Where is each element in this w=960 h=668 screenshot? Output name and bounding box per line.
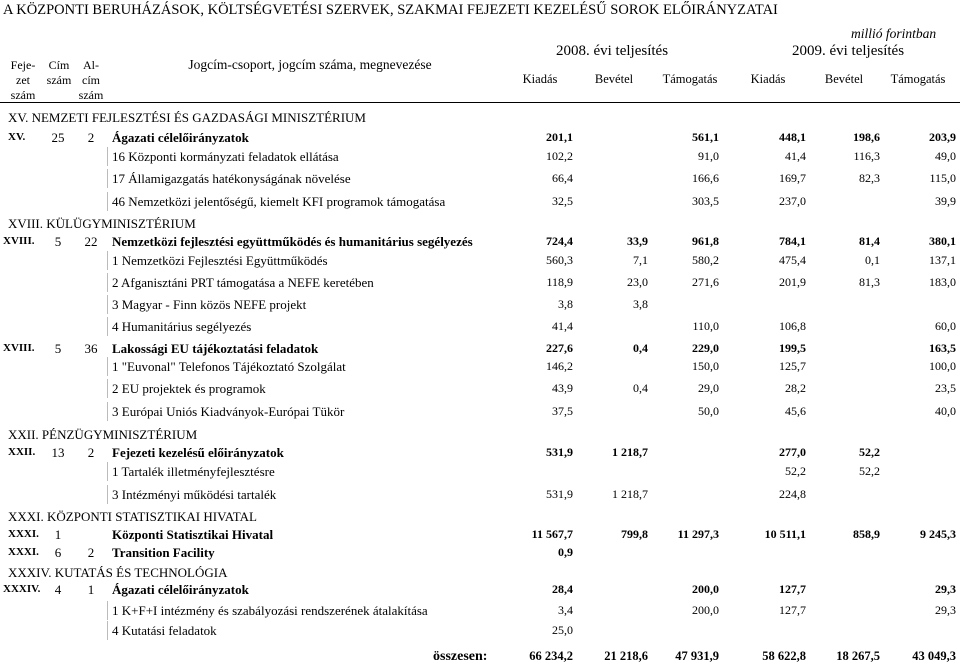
fejezet-number: XXXI.	[8, 546, 39, 558]
alcim-number: 2	[87, 545, 95, 560]
value-cell: 200,0	[692, 603, 719, 617]
cim-number: 5	[54, 341, 62, 356]
alcim-number: 36	[84, 341, 98, 356]
value-cell: 146,2	[546, 359, 573, 373]
fejezet-number: XV.	[8, 131, 26, 143]
alcim-number: 1	[87, 582, 95, 597]
value-cell: 1 218,7	[612, 487, 648, 501]
value-cell: 52,2	[785, 464, 806, 478]
item-name: 4 Kutatási feladatok	[112, 623, 217, 638]
row-divider	[107, 169, 108, 188]
value-cell: 41,4	[785, 149, 806, 163]
item-name: 1 Nemzetközi Fejlesztési Együttműködés	[112, 253, 328, 268]
value-cell: 125,7	[779, 359, 806, 373]
alcim-number: 2	[87, 445, 95, 460]
header-subcolumn-label: Bevétel	[594, 72, 634, 86]
row-divider	[107, 317, 108, 336]
item-name: 3 Intézményi működési tartalék	[112, 487, 277, 502]
header-alcim: Al- cím szám	[78, 58, 104, 102]
value-cell: 1 218,7	[612, 445, 648, 459]
value-cell: 81,4	[859, 234, 880, 248]
header-subcolumn-label: Bevétel	[824, 72, 864, 86]
item-name: 3 Magyar - Finn közös NEFE projekt	[112, 297, 307, 312]
row-divider	[107, 295, 108, 314]
header-year-2009: 2009. évi teljesítés	[791, 43, 905, 59]
row-divider	[107, 621, 108, 640]
group-name: Központi Statisztikai Hivatal	[112, 527, 274, 542]
value-cell: 23,5	[935, 381, 956, 395]
value-cell: 3,8	[633, 297, 648, 311]
row-divider	[107, 601, 108, 620]
value-cell: 7,1	[633, 253, 648, 267]
row-divider	[107, 147, 108, 166]
total-label: összesen:	[433, 649, 488, 664]
value-cell: 60,0	[935, 319, 956, 333]
value-cell: 33,9	[627, 234, 648, 248]
alcim-number: 22	[84, 234, 98, 249]
cim-number: 5	[54, 234, 62, 249]
header-subcolumn-label: Kiadás	[750, 72, 786, 86]
header-fejezet: Feje- zet szám	[10, 58, 36, 102]
row-divider	[107, 192, 108, 211]
group-name: Fejezeti kezelésű előirányzatok	[112, 445, 284, 460]
value-cell: 52,2	[859, 464, 880, 478]
value-cell: 39,9	[935, 194, 956, 208]
value-cell: 45,6	[785, 404, 806, 418]
value-cell: 50,0	[698, 404, 719, 418]
row-divider	[107, 485, 108, 504]
item-name: 1 "Euvonal" Telefonos Tájékoztató Szolgálat	[112, 359, 346, 374]
value-cell: 66,4	[552, 171, 573, 185]
cim-number: 6	[54, 545, 62, 560]
unit-label: millió forintban	[851, 26, 937, 41]
value-cell: 41,4	[552, 319, 573, 333]
value-cell: 198,6	[853, 130, 880, 144]
value-cell: 102,2	[546, 149, 573, 163]
item-name: 2 Afganisztáni PRT támogatása a NEFE keretében	[112, 275, 374, 290]
fejezet-number: XVIII.	[3, 235, 35, 247]
value-cell: 11 297,3	[677, 527, 719, 541]
item-name: 1 K+F+I intézmény és szabályozási rendszerének átalakítása	[112, 603, 428, 618]
value-cell: 380,1	[929, 234, 956, 248]
value-cell: 28,4	[552, 582, 573, 596]
value-cell: 29,3	[935, 582, 956, 596]
value-cell: 10 511,1	[764, 527, 806, 541]
total-value: 21 218,6	[604, 649, 648, 663]
value-cell: 11 567,7	[531, 527, 573, 541]
value-cell: 32,5	[552, 194, 573, 208]
value-cell: 25,0	[552, 623, 573, 637]
value-cell: 237,0	[779, 194, 806, 208]
alcim-number: 2	[87, 130, 95, 145]
value-cell: 49,0	[935, 149, 956, 163]
value-cell: 137,1	[929, 253, 956, 267]
value-cell: 229,0	[692, 341, 719, 355]
value-cell: 127,7	[779, 582, 806, 596]
value-cell: 201,9	[779, 275, 806, 289]
row-divider	[107, 462, 108, 481]
value-cell: 169,7	[779, 171, 806, 185]
ministry-heading: XXXI. KÖZPONTI STATISZTIKAI HIVATAL	[8, 509, 257, 524]
item-name: 3 Európai Uniós Kiadványok-Európai Tükör	[112, 404, 345, 419]
value-cell: 81,3	[859, 275, 880, 289]
value-cell: 110,0	[692, 319, 719, 333]
value-cell: 23,0	[627, 275, 648, 289]
ministry-heading: XXXIV. KUTATÁS ÉS TECHNOLÓGIA	[8, 565, 228, 580]
value-cell: 475,4	[779, 253, 806, 267]
value-cell: 303,5	[692, 194, 719, 208]
value-cell: 561,1	[692, 130, 719, 144]
header-cim: Cím szám	[46, 58, 72, 87]
value-cell: 106,8	[779, 319, 806, 333]
value-cell: 271,6	[692, 275, 719, 289]
total-value: 43 049,3	[912, 649, 956, 663]
cim-number: 13	[51, 445, 65, 460]
row-divider	[107, 379, 108, 398]
fejezet-number: XXII.	[8, 446, 36, 458]
item-name: 2 EU projektek és programok	[112, 381, 266, 396]
group-name: Ágazati célelőirányzatok	[112, 130, 249, 145]
value-cell: 199,5	[779, 341, 806, 355]
value-cell: 224,8	[779, 487, 806, 501]
total-value: 18 267,5	[836, 649, 880, 663]
fejezet-number: XXXI.	[8, 528, 39, 540]
header-subcolumn-label: Támogatás	[890, 72, 946, 86]
document-title: A KÖZPONTI BERUHÁZÁSOK, KÖLTSÉGVETÉSI SZERVEK, SZAKMAI FEJEZETI KEZELÉSŰ SOROK ELŐIRÁNYZATAI	[3, 2, 778, 18]
value-cell: 3,4	[558, 603, 573, 617]
group-name: Lakossági EU tájékoztatási feladatok	[112, 341, 319, 356]
value-cell: 118,9	[546, 275, 573, 289]
value-cell: 580,2	[692, 253, 719, 267]
value-cell: 3,8	[558, 297, 573, 311]
value-cell: 799,8	[621, 527, 648, 541]
value-cell: 724,4	[546, 234, 573, 248]
value-cell: 43,9	[552, 381, 573, 395]
group-name: Nemzetközi fejlesztési együttműködés és humanitárius segélyezés	[112, 234, 473, 249]
value-cell: 448,1	[779, 130, 806, 144]
total-value: 58 622,8	[762, 649, 806, 663]
ministry-heading: XXII. PÉNZÜGYMINISZTÉRIUM	[8, 427, 198, 442]
value-cell: 52,2	[859, 445, 880, 459]
value-cell: 116,3	[853, 149, 880, 163]
fejezet-number: XVIII.	[3, 342, 35, 354]
value-cell: 115,0	[929, 171, 956, 185]
item-name: 4 Humanitárius segélyezés	[112, 319, 252, 334]
cim-number: 4	[54, 582, 62, 597]
value-cell: 183,0	[929, 275, 956, 289]
item-name: 16 Központi kormányzati feladatok ellátása	[112, 149, 339, 164]
value-cell: 227,6	[546, 341, 573, 355]
value-cell: 0,1	[865, 253, 880, 267]
header-rule	[0, 102, 960, 103]
value-cell: 91,0	[698, 149, 719, 163]
header-name: Jogcím-csoport, jogcím száma, megnevezése	[188, 57, 432, 72]
value-cell: 150,0	[692, 359, 719, 373]
value-cell: 127,7	[779, 603, 806, 617]
value-cell: 961,8	[692, 234, 719, 248]
value-cell: 0,9	[558, 545, 573, 559]
ministry-heading: XV. NEMZETI FEJLESZTÉSI ÉS GAZDASÁGI MINISZTÉRIUM	[8, 110, 366, 125]
header-year-2008: 2008. évi teljesítés	[555, 43, 669, 59]
value-cell: 203,9	[929, 130, 956, 144]
value-cell: 201,1	[546, 130, 573, 144]
header-subcolumn-label: Támogatás	[662, 72, 718, 86]
header-subcolumn-label: Kiadás	[522, 72, 558, 86]
value-cell: 28,2	[785, 381, 806, 395]
item-name: 1 Tartalék illetményfejlesztésre	[112, 464, 275, 479]
ministry-heading: XVIII. KÜLÜGYMINISZTÉRIUM	[8, 216, 196, 231]
cim-number: 1	[54, 527, 62, 542]
group-name: Ágazati célelőirányzatok	[112, 582, 249, 597]
value-cell: 29,0	[698, 381, 719, 395]
row-divider	[107, 357, 108, 376]
value-cell: 531,9	[546, 487, 573, 501]
item-name: 17 Államigazgatás hatékonyságának növelése	[112, 171, 351, 186]
cim-number: 25	[51, 130, 65, 145]
row-divider	[107, 251, 108, 270]
value-cell: 784,1	[779, 234, 806, 248]
value-cell: 29,3	[935, 603, 956, 617]
value-cell: 82,3	[859, 171, 880, 185]
value-cell: 9 245,3	[920, 527, 956, 541]
group-name: Transition Facility	[112, 545, 215, 560]
item-name: 46 Nemzetközi jelentőségű, kiemelt KFI programok támogatása	[112, 194, 446, 209]
value-cell: 560,3	[546, 253, 573, 267]
value-cell: 166,6	[692, 171, 719, 185]
row-divider	[107, 402, 108, 421]
value-cell: 0,4	[633, 381, 648, 395]
value-cell: 100,0	[929, 359, 956, 373]
value-cell: 200,0	[692, 582, 719, 596]
row-divider	[107, 273, 108, 292]
value-cell: 858,9	[853, 527, 880, 541]
value-cell: 531,9	[546, 445, 573, 459]
value-cell: 277,0	[779, 445, 806, 459]
value-cell: 37,5	[552, 404, 573, 418]
total-value: 47 931,9	[675, 649, 719, 663]
total-value: 66 234,2	[529, 649, 573, 663]
value-cell: 40,0	[935, 404, 956, 418]
fejezet-number: XXXIV.	[3, 583, 41, 595]
value-cell: 0,4	[633, 341, 648, 355]
value-cell: 163,5	[929, 341, 956, 355]
